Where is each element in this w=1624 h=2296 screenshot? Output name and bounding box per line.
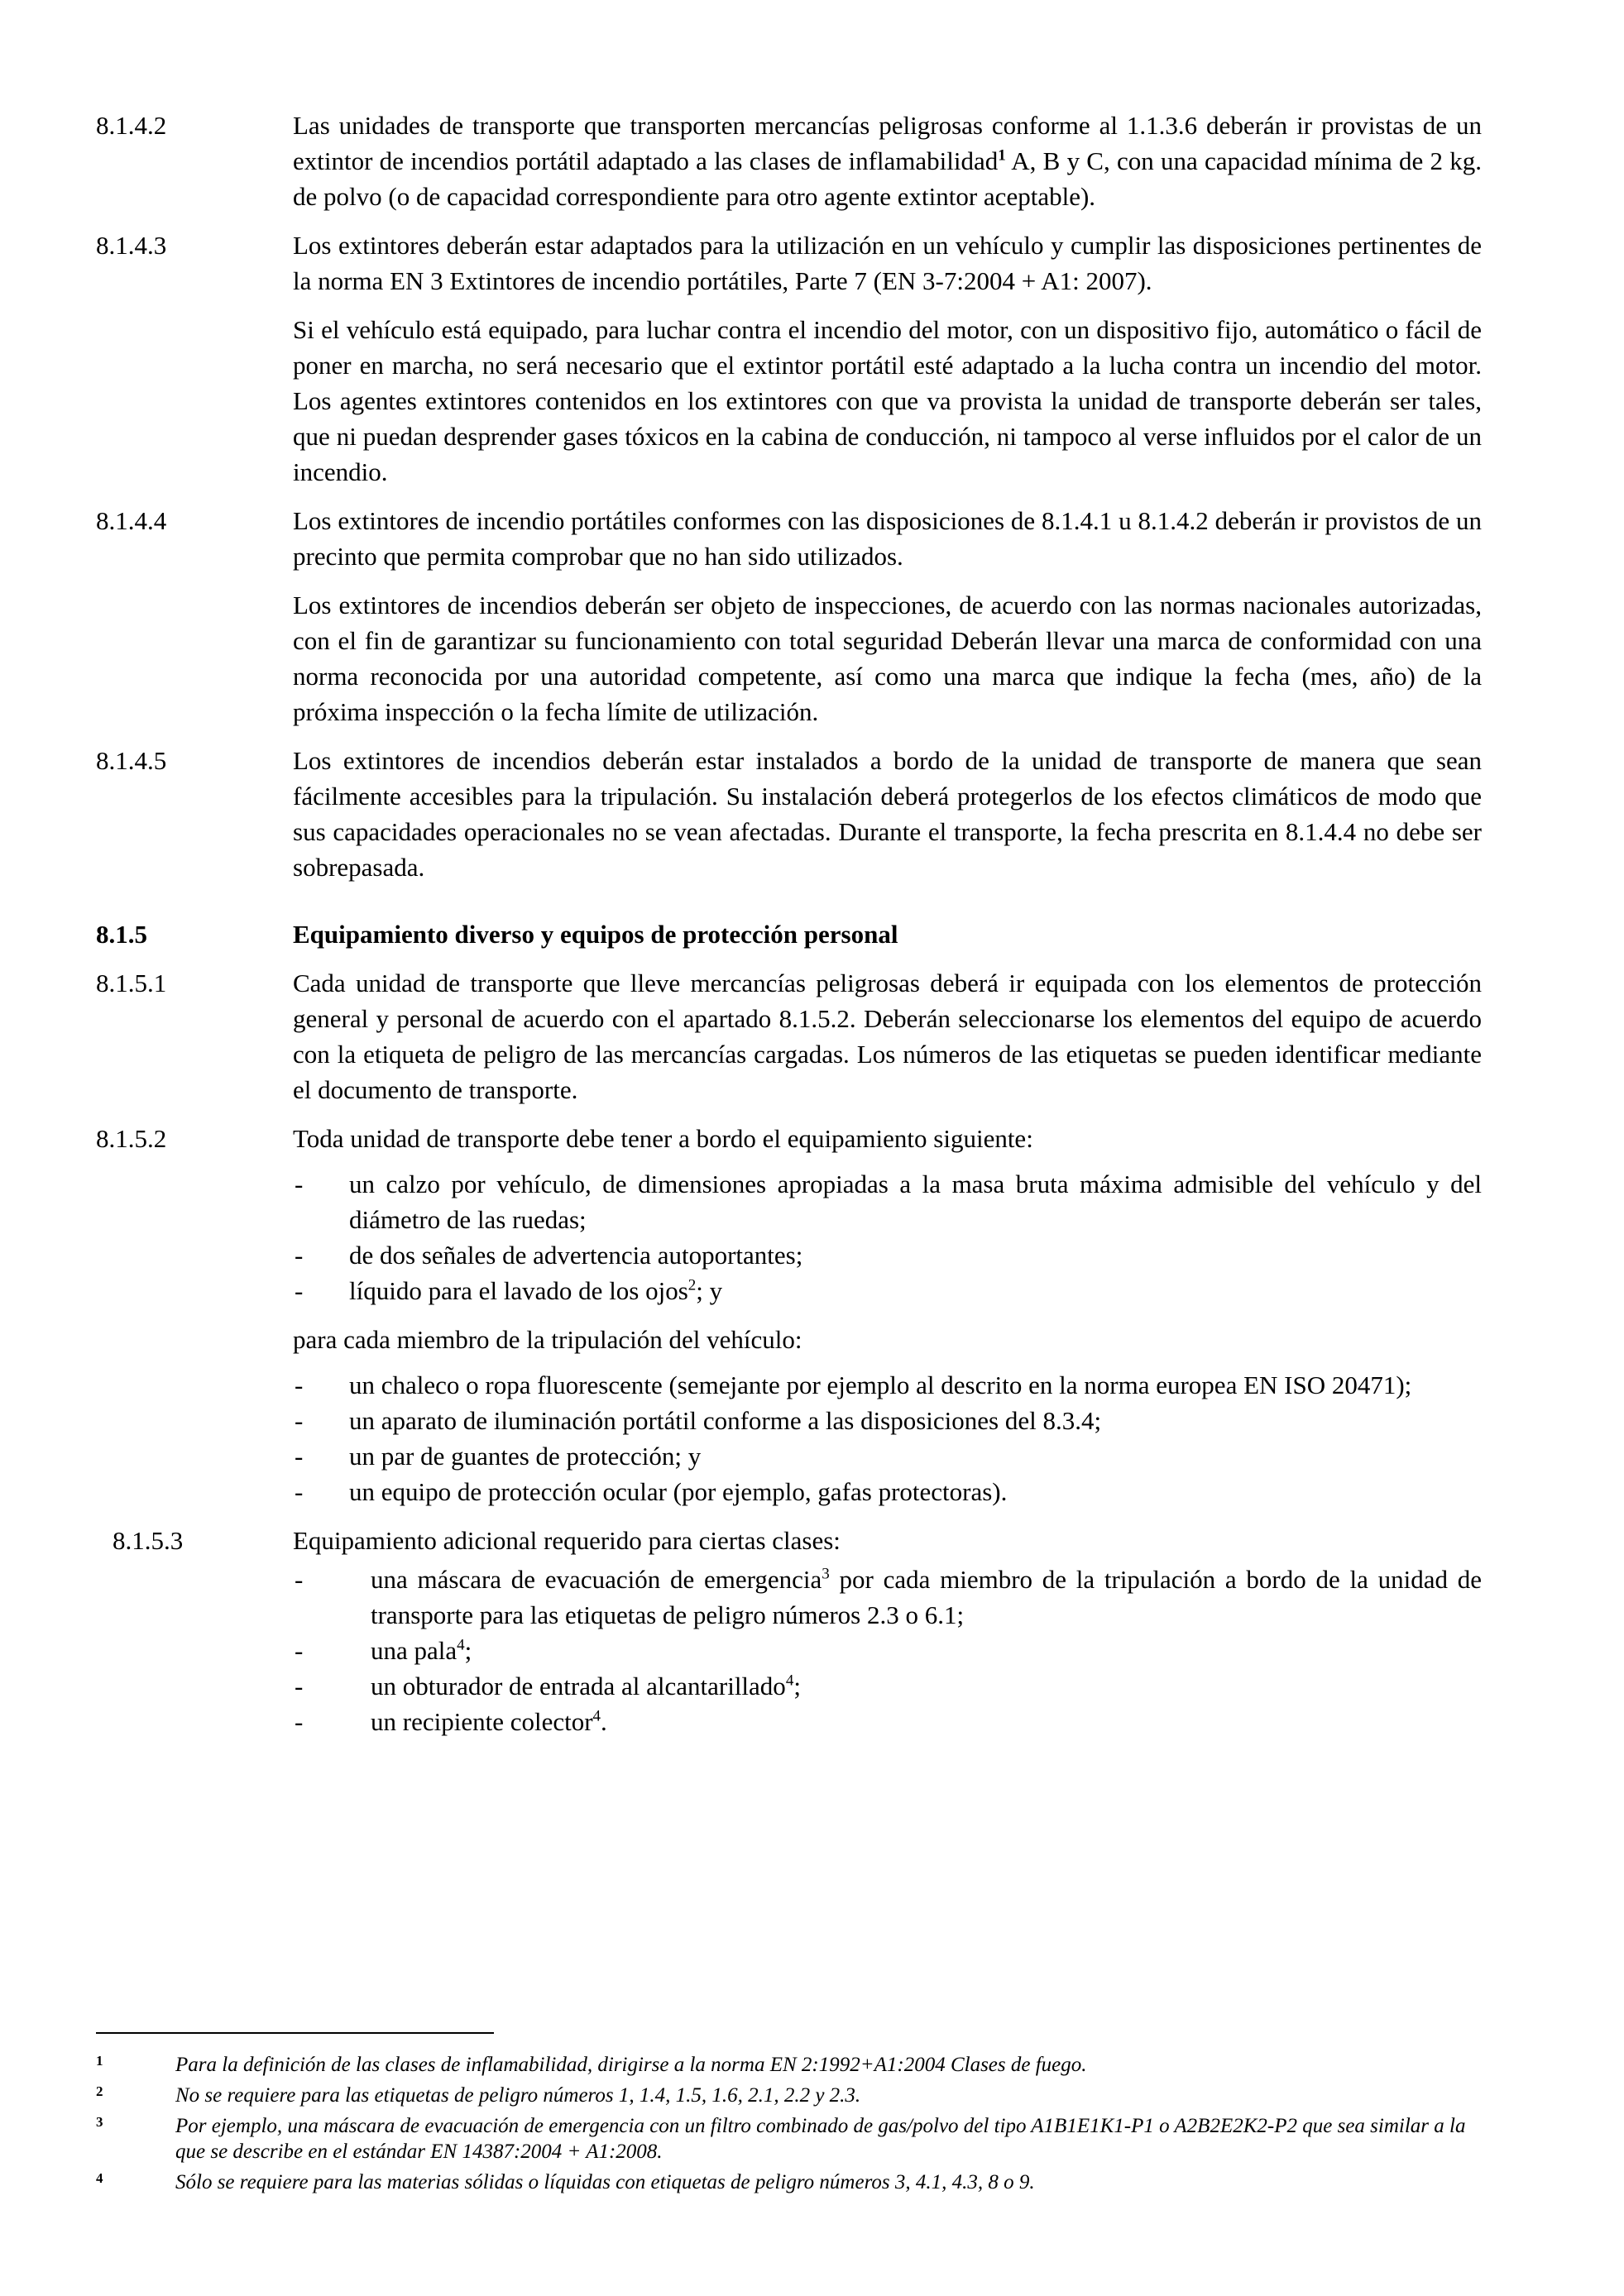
footnote-mark: 2 — [96, 2083, 103, 2099]
equipment-list — [293, 1166, 1482, 1308]
clause-number: 8.1.4.3 — [96, 231, 167, 260]
clause-intro: Toda unidad de transporte debe tener a bordo el equipamiento siguiente: — [293, 1124, 1033, 1153]
crew-equipment-list — [293, 1367, 1482, 1509]
clause-8-1-4-5 — [96, 743, 1482, 885]
clause-paragraph: para cada miembro de la tripulación del vehículo: — [293, 1325, 802, 1354]
footnote — [96, 2113, 1482, 2164]
section-heading — [96, 916, 1482, 952]
list-item: - un obturador de entrada al alcantarillado$^4$; — [293, 1668, 1482, 1704]
clause-body — [293, 1523, 1482, 1753]
clause-paragraph: Los extintores deberán estar adaptados para la utilización en un vehículo y cumplir las disposiciones pertinentes de la norma EN 3 Extintores de incendio portátiles, Parte 7 (EN 3-7:2004 + A1: 2007). — [293, 231, 1482, 295]
document-page — [96, 108, 1482, 1766]
footnote-text: Por ejemplo, una máscara de evacuación de emergencia con un filtro combinado de gas/polvo del tipo A1B1E1K1-P1 o A2B2E2K2-P2 que sea similar a la que se describe en el estándar EN 14387:2004 + A1:2008. — [175, 2115, 1466, 2163]
footnote-separator — [96, 2032, 494, 2034]
footnote — [96, 2052, 1482, 2078]
footnote-mark: 4 — [96, 2170, 103, 2186]
clause-8-1-4-4 — [96, 503, 1482, 729]
list-item: - un equipo de protección ocular (por ejemplo, gafas protectoras). — [293, 1474, 1482, 1509]
list-item: - un recipiente colector$^4$. — [293, 1704, 1482, 1739]
clause-8-1-5-2 — [96, 1121, 1482, 1509]
clause-number: 8.1.5.3 — [113, 1526, 184, 1555]
clause-paragraph: Los extintores de incendios deberán ser objeto de inspecciones, de acuerdo con las normas nacionales autorizadas, con el fin de garantizar su funcionamiento con total seguridad Deberán llevar una marca de conformidad con una norma reconocida por una autoridad competente, así como una marca que indique la fecha (mes, año) de la próxima inspección o la fecha límite de utilización. — [293, 591, 1482, 726]
clause-paragraph: Si el vehículo está equipado, para luchar contra el incendio del motor, con un dispositivo fijo, automático o fácil de poner en marcha, no será necesario que el extintor portátil esté adaptado a la lucha contra un incendio del motor. Los agentes extintores contenidos en los extintores con que va provista la unidad de transporte deberán ser tales, que ni puedan desprender gases tóxicos en la cabina de conducción, ni tampoco al verse influidos por el calor de un incendio. — [293, 315, 1482, 486]
list-item: - un chaleco o ropa fluorescente (semejante por ejemplo al descrito en la norma europea EN ISO 20471); — [293, 1367, 1482, 1403]
footnote-ref: 4 — [785, 1672, 794, 1690]
list-item: - líquido para el lavado de los ojos$^2$; y — [293, 1273, 1482, 1308]
clause-body — [293, 1121, 1482, 1509]
section-title: Equipamiento diverso y equipos de protección personal — [293, 920, 898, 949]
clause-body — [293, 227, 1482, 490]
footnote-ref: 1 — [998, 146, 1006, 165]
clause-number: 8.1.4.2 — [96, 111, 167, 140]
footnote-text: No se requiere para las etiquetas de peligro números 1, 1.4, 1.5, 1.6, 2.1, 2.2 y 2.3. — [175, 2084, 861, 2107]
clause-body — [293, 108, 1482, 214]
clause-intro: Equipamiento adicional requerido para ciertas clases: — [293, 1526, 841, 1555]
footnote-ref: 3 — [822, 1565, 830, 1583]
clause-8-1-5-1 — [96, 965, 1482, 1107]
clause-8-1-5-3 — [96, 1523, 1482, 1753]
clause-paragraph: Los extintores de incendios deberán estar instalados a bordo de la unidad de transporte de manera que sean fácilmente accesibles para la tripulación. Su instalación deberá protegerlos de los efectos climáticos de modo que sus capacidades operacionales no se vean afectadas. Durante el transporte, la fecha prescrita en 8.1.4.4 no debe ser sobrepasada. — [293, 746, 1482, 882]
footnote-text: Para la definición de las clases de inflamabilidad, dirigirse a la norma EN 2:1992+A1:2004 Clases de fuego. — [175, 2054, 1087, 2076]
clause-paragraph: Las unidades de transporte que transporten mercancías peligrosas conforme al 1.1.3.6 deberán ir provistas de un extintor de incendios portátil adaptado a las clases de inflamabilidad$^1$ A, B y C, con una capacidad mínima de 2 kg. de polvo (o de capacidad correspondiente para otro agente extintor aceptable). — [293, 111, 1482, 211]
footnote-mark: 1 — [96, 2053, 103, 2069]
additional-equipment-list — [293, 1562, 1482, 1739]
list-item: - un aparato de iluminación portátil conforme a las disposiciones del 8.3.4; — [293, 1403, 1482, 1438]
list-item: - una pala$^4$; — [293, 1633, 1482, 1668]
footnote — [96, 2083, 1482, 2108]
footnote-ref: 4 — [592, 1707, 601, 1725]
footnote-ref: 2 — [687, 1276, 697, 1294]
clause-number: 8.1.4.5 — [96, 746, 167, 775]
list-item: - una máscara de evacuación de emergencia$^3$ por cada miembro de la tripulación a bordo de la unidad de transporte para las etiquetas de peligro números 2.3 o 6.1; — [293, 1562, 1482, 1633]
section-number: 8.1.5 — [96, 920, 147, 949]
clause-paragraph: Los extintores de incendio portátiles conformes con las disposiciones de 8.1.4.1 u 8.1.4.2 deberán ir provistos de un precinto que permita comprobar que no han sido utilizados. — [293, 506, 1482, 571]
clause-body — [293, 743, 1482, 885]
footnote — [96, 2169, 1482, 2195]
clause-paragraph: Cada unidad de transporte que lleve mercancías peligrosas deberá ir equipada con los elementos de protección general y personal de acuerdo con el apartado 8.1.5.2. Deberán seleccionarse los elementos del equipo de acuerdo con la etiqueta de peligro de las mercancías cargadas. Los números de las etiquetas se pueden identificar mediante el documento de transporte. — [293, 969, 1482, 1104]
clause-body — [293, 965, 1482, 1107]
list-item: - un calzo por vehículo, de dimensiones apropiadas a la masa bruta máxima admisible del vehículo y del diámetro de las ruedas; — [293, 1166, 1482, 1237]
clause-8-1-4-2 — [96, 108, 1482, 214]
clause-number: 8.1.4.4 — [96, 506, 167, 535]
list-item: - un par de guantes de protección; y — [293, 1438, 1482, 1474]
list-item: - de dos señales de advertencia autoportantes; — [293, 1237, 1482, 1273]
footnote-mark: 3 — [96, 2114, 103, 2130]
footnote-ref: 4 — [457, 1636, 465, 1654]
clause-8-1-4-3 — [96, 227, 1482, 490]
footnote-text: Sólo se requiere para las materias sólidas o líquidas con etiquetas de peligro números 3, 4.1, 4.3, 8 o 9. — [175, 2171, 1035, 2193]
clause-body — [293, 503, 1482, 729]
clause-number: 8.1.5.1 — [96, 969, 167, 997]
footnotes — [96, 2032, 1482, 2200]
clause-number: 8.1.5.2 — [96, 1124, 167, 1153]
